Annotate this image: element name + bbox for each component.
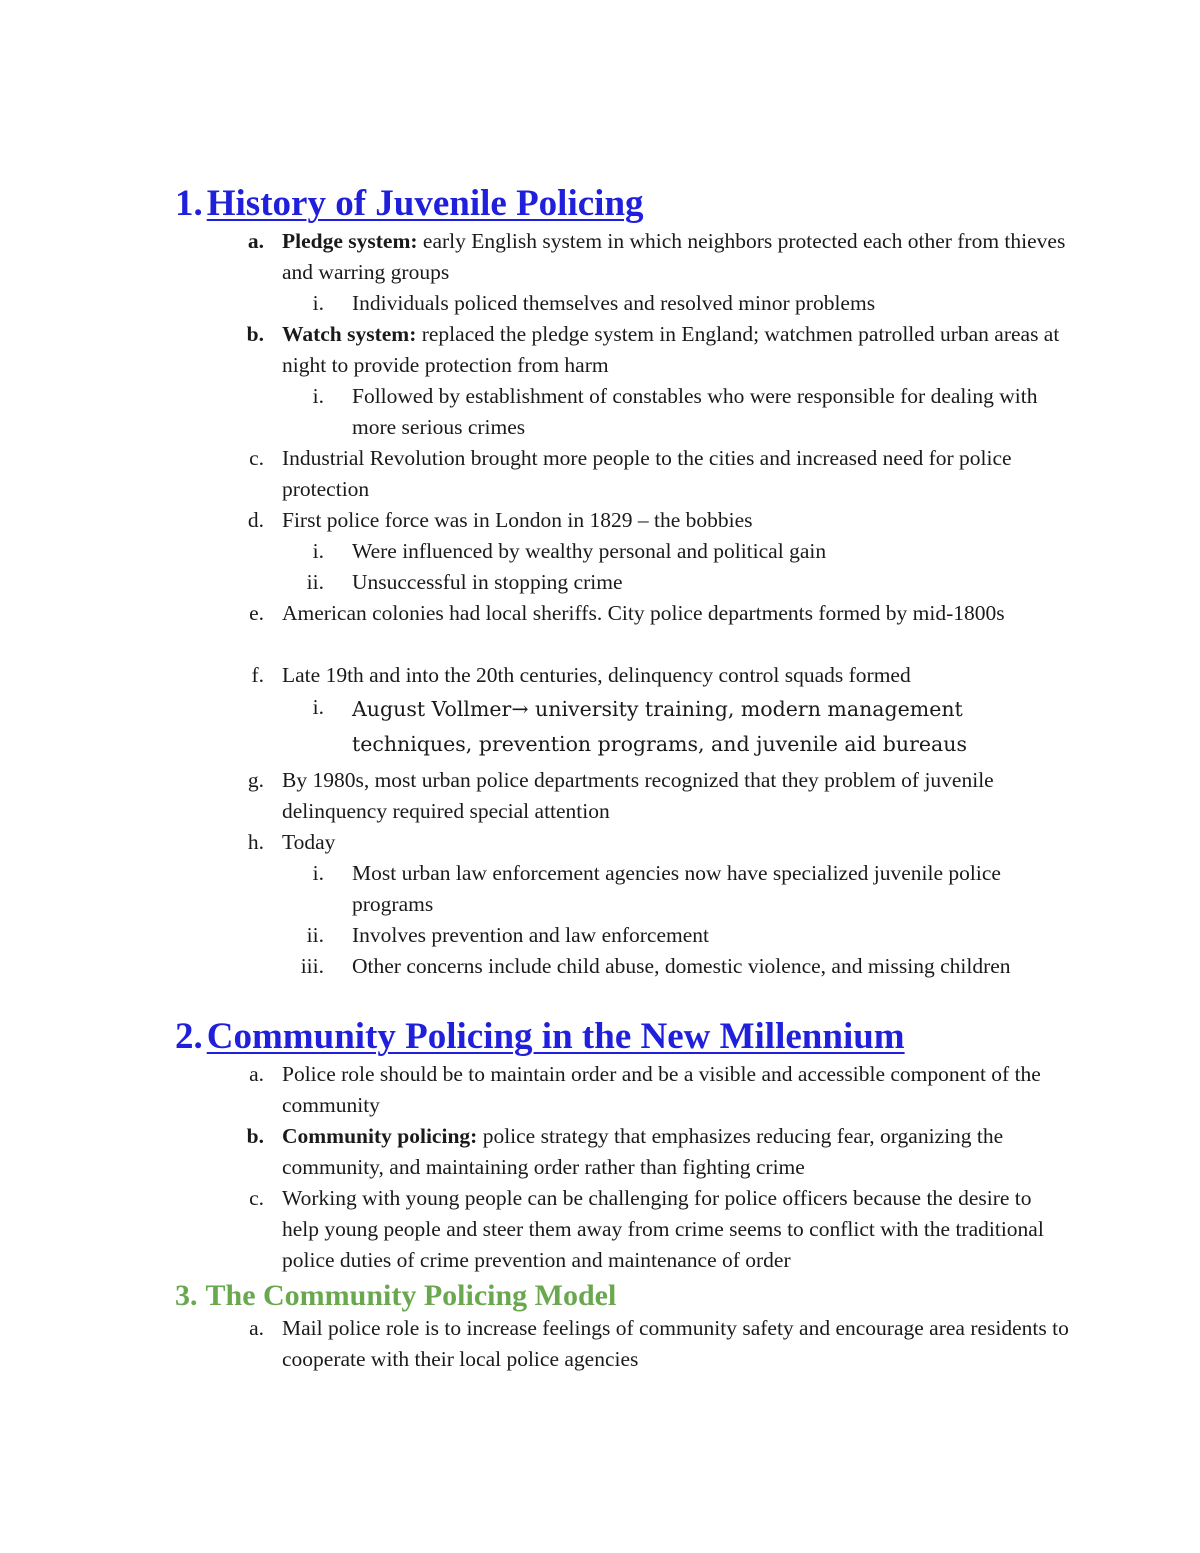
list-item-text: Individuals policed themselves and resolved minor problems bbox=[352, 291, 876, 315]
list-marker: i. bbox=[312, 695, 324, 719]
list-marker: i. bbox=[312, 539, 324, 563]
list-item-text: Industrial Revolution brought more people to the cities and increased need for police protection bbox=[282, 446, 1012, 501]
list-marker: i. bbox=[312, 291, 324, 315]
list-item-text: First police force was in London in 1829 – the bobbies bbox=[282, 508, 753, 532]
list-marker: e. bbox=[249, 601, 264, 625]
section-heading-3 bbox=[175, 1281, 616, 1311]
list-item-text: Watch system: replaced the pledge system in England; watchmen patrolled urban areas at night to provide protection from harm bbox=[282, 322, 1060, 377]
list-marker: i. bbox=[312, 384, 324, 408]
section-title: The Community Policing Model bbox=[205, 1279, 617, 1312]
list-marker: a. bbox=[249, 1062, 264, 1086]
list-item-text: Pledge system: early English system in which neighbors protected each other from thieves and warring groups bbox=[282, 229, 1066, 284]
list-marker: a. bbox=[247, 229, 264, 253]
list-item-text: Police role should be to maintain order and be a visible and accessible component of the community bbox=[282, 1062, 1041, 1117]
list-item-text: Unsuccessful in stopping crime bbox=[352, 570, 623, 594]
section-title[interactable]: Community Policing in the New Millennium bbox=[206, 1016, 905, 1057]
section-title[interactable]: History of Juvenile Policing bbox=[206, 183, 644, 224]
list-item-text: August Vollmer→ university training, modern management techniques, prevention programs, and juvenile aid bureaus bbox=[352, 697, 967, 756]
section-number: 1. bbox=[175, 183, 203, 224]
list-marker: g. bbox=[247, 768, 264, 792]
list-marker: a. bbox=[249, 1316, 264, 1340]
term: Community policing: bbox=[282, 1124, 478, 1148]
list-marker: b. bbox=[246, 1124, 264, 1148]
list-marker: c. bbox=[249, 1186, 264, 1210]
list-item-text: Working with young people can be challenging for police officers because the desire to help young people and steer them away from crime seems to conflict with the traditional police duties of crime prevention and maintenance of order bbox=[282, 1186, 1044, 1272]
term: Watch system: bbox=[282, 322, 417, 346]
list-item-text: Involves prevention and law enforcement bbox=[352, 923, 710, 947]
list-marker: iii. bbox=[300, 954, 324, 978]
list-marker: d. bbox=[247, 508, 264, 532]
list-marker: c. bbox=[249, 446, 264, 470]
list-item-text: Most urban law enforcement agencies now have specialized juvenile police programs bbox=[352, 861, 1001, 916]
list-item-text: American colonies had local sheriffs. City police departments formed by mid-1800s bbox=[282, 601, 1005, 625]
section-heading-1 bbox=[175, 185, 644, 222]
list-item-text: Were influenced by wealthy personal and political gain bbox=[352, 539, 827, 563]
list-item-text: Community policing: police strategy that emphasizes reducing fear, organizing the community, and maintaining order rather than fighting crime bbox=[282, 1124, 1004, 1179]
term: Pledge system: bbox=[282, 229, 418, 253]
section-number: 2. bbox=[175, 1016, 203, 1057]
list-item-text: Today bbox=[282, 830, 336, 854]
section-number: 3. bbox=[175, 1279, 198, 1312]
list-marker: f. bbox=[251, 663, 264, 687]
list-item-text: Followed by establishment of constables who were responsible for dealing with more serious crimes bbox=[352, 384, 1038, 439]
list-item-text: Mail police role is to increase feelings of community safety and encourage area residents to cooperate with their local police agencies bbox=[282, 1316, 1069, 1371]
section-heading-2 bbox=[175, 1018, 905, 1055]
list-marker: i. bbox=[312, 861, 324, 885]
list-marker: ii. bbox=[306, 923, 324, 947]
list-marker: b. bbox=[246, 322, 264, 346]
list-item-text: By 1980s, most urban police departments recognized that they problem of juvenile delinquency required special attention bbox=[282, 768, 994, 823]
list-item-text: Other concerns include child abuse, domestic violence, and missing children bbox=[352, 954, 1011, 978]
list-marker: ii. bbox=[306, 570, 324, 594]
list-item-text: Late 19th and into the 20th centuries, delinquency control squads formed bbox=[282, 663, 911, 687]
list-marker: h. bbox=[247, 830, 264, 854]
